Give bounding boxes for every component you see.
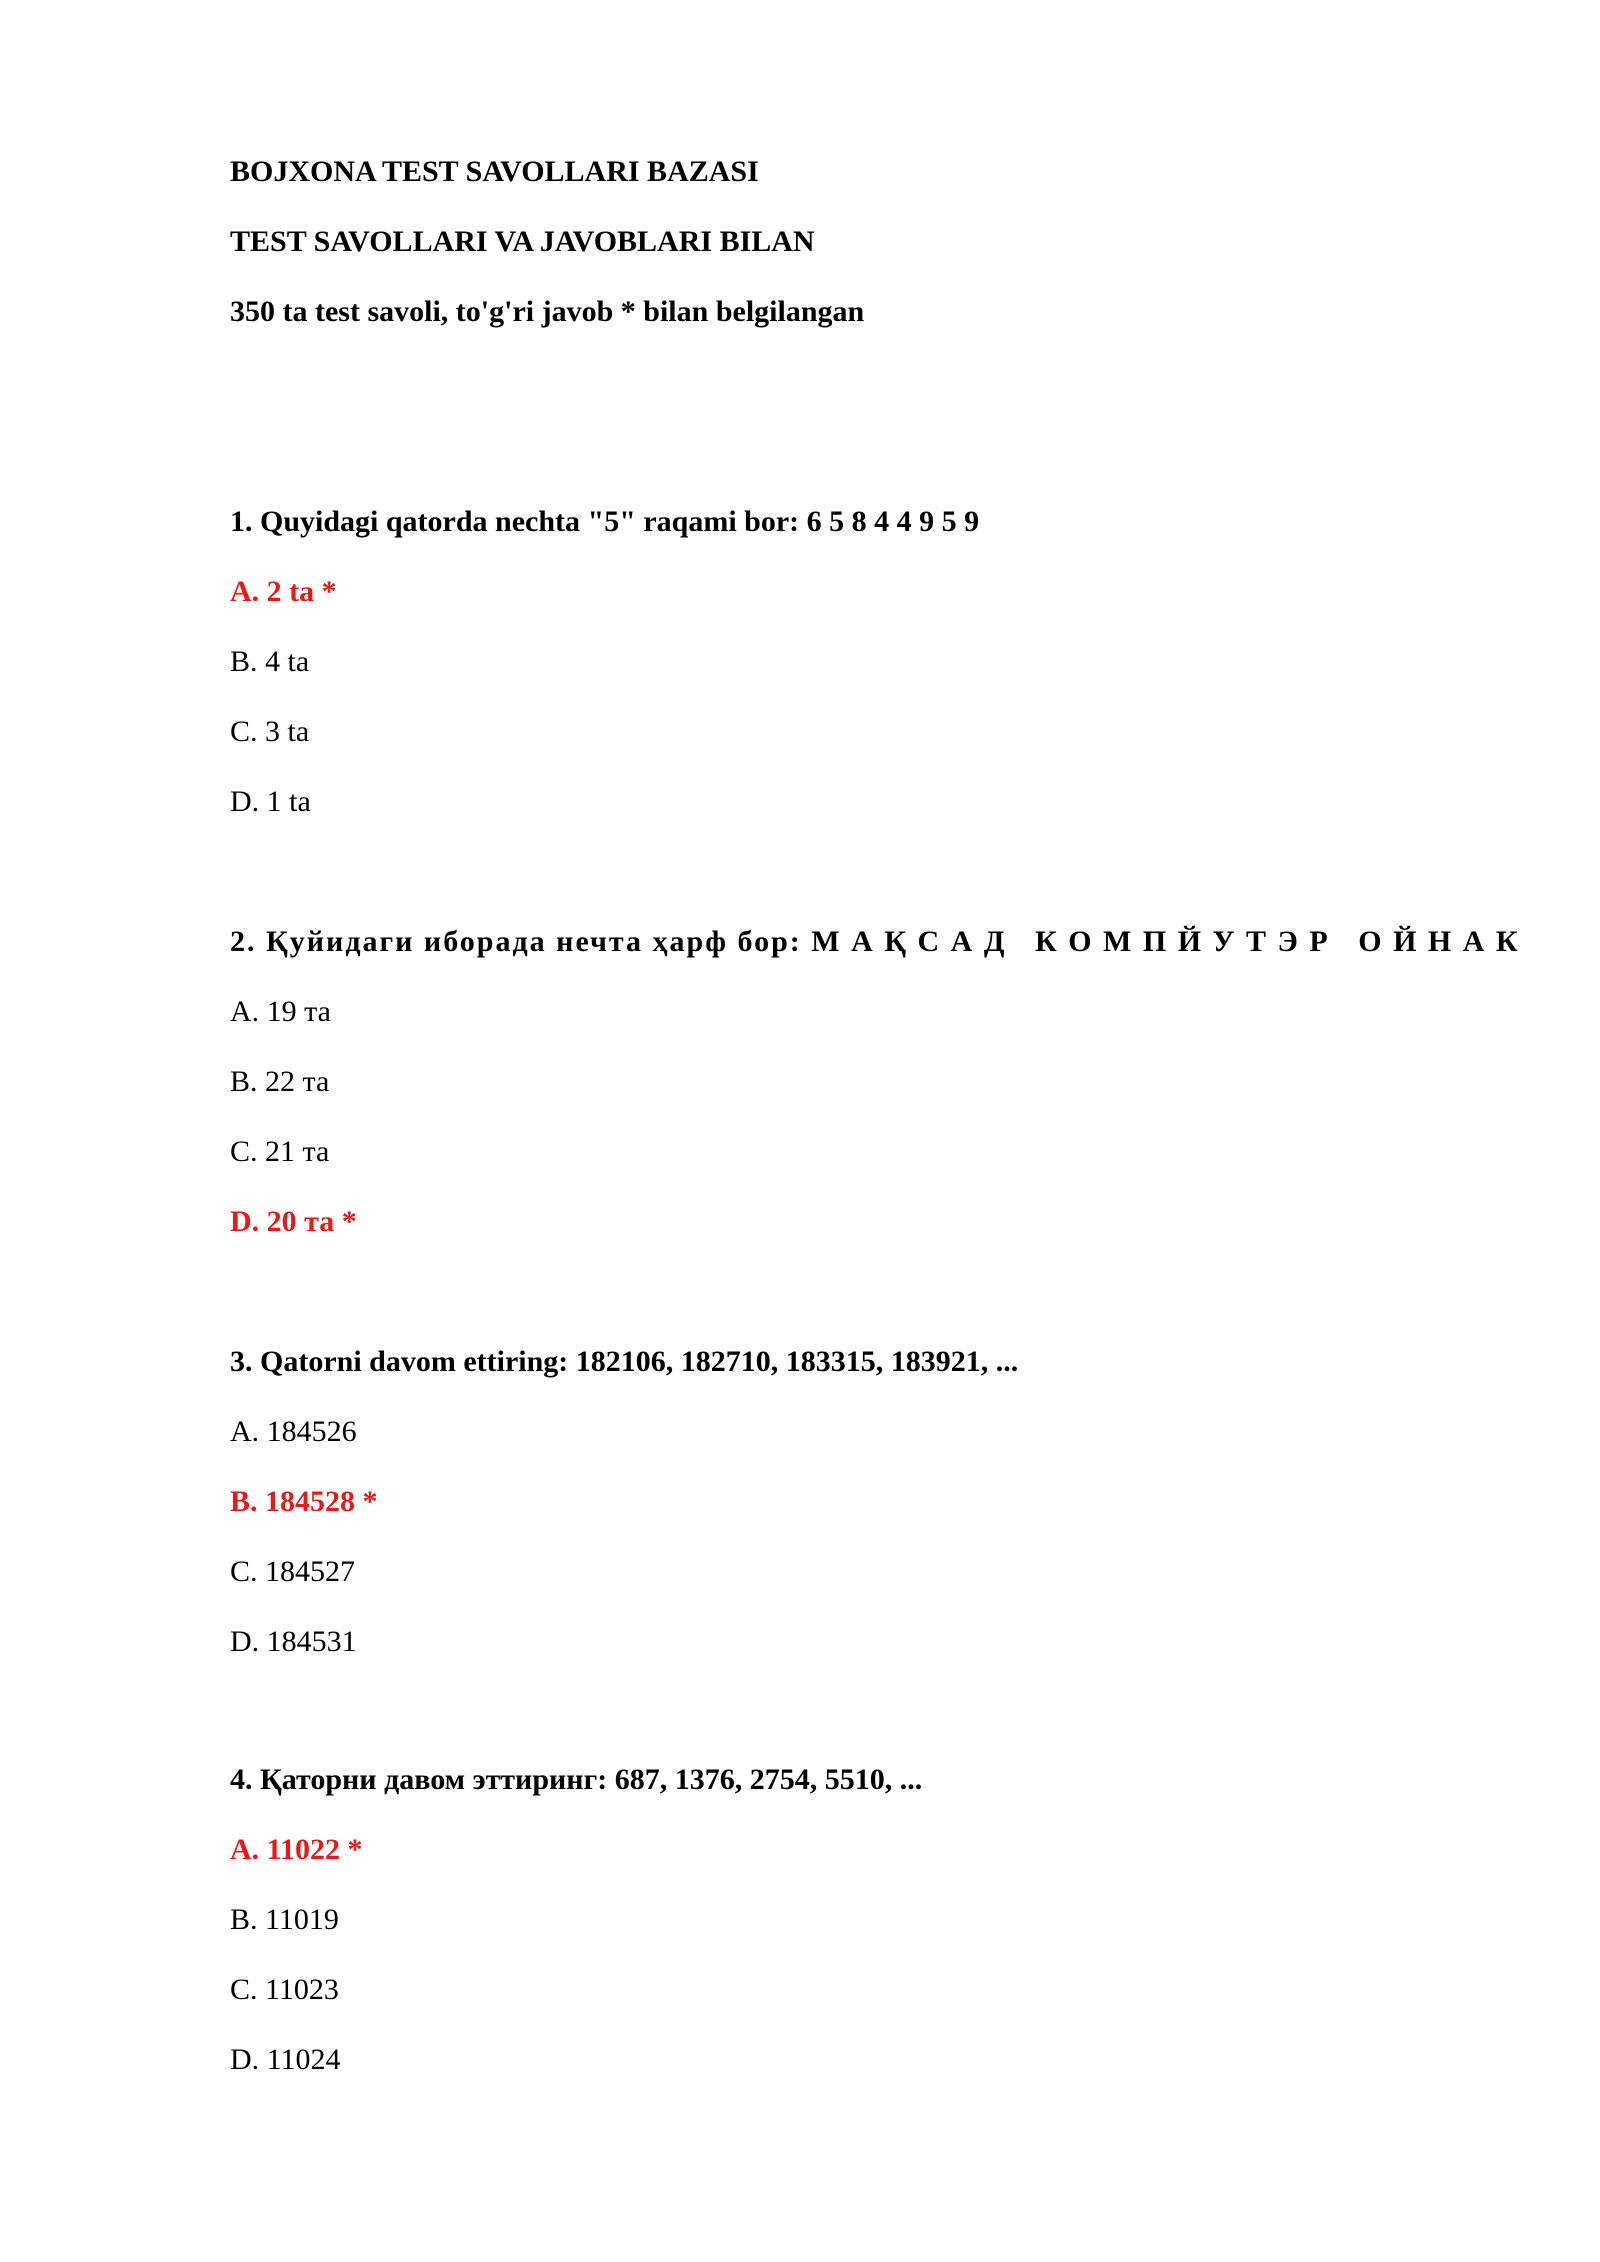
option-d: D. 20 та * (230, 1205, 357, 1238)
option-b: B. 11019 (230, 1903, 339, 1936)
option-b: B. 4 ta (230, 645, 310, 678)
option-c: C. 21 та (230, 1135, 330, 1168)
question-4 (230, 1760, 1570, 2110)
option-c: C. 11023 (230, 1973, 339, 2006)
question-text: 4. Қаторни давом эттиринг: 687, 1376, 2754, 5510, ... (230, 1763, 923, 1796)
option-d: D. 184531 (230, 1625, 357, 1658)
question-text: 1. Quyidagi qatorda nechta "5" raqami bor: 6 5 8 4 4 9 5 9 (230, 505, 980, 538)
question-2 (230, 922, 1570, 1272)
option-a: A. 2 ta * (230, 575, 337, 608)
option-a: A. 11022 * (230, 1833, 363, 1866)
question-3 (230, 1342, 1570, 1692)
document-title: BOJXONA TEST SAVOLLARI BAZASI (230, 155, 759, 188)
question-text: 2. Қуйидаги иборада нечта ҳарф бор: М А Қ С А Д К О М П Й У Т Э Р О Й Н А К (230, 925, 1520, 958)
option-b: B. 22 та (230, 1065, 330, 1098)
option-b: B. 184528 * (230, 1485, 378, 1518)
document-subtitle: TEST SAVOLLARI VA JAVOBLARI BILAN (230, 225, 815, 258)
option-a: A. 19 та (230, 995, 331, 1028)
option-c: C. 184527 (230, 1555, 356, 1588)
question-1 (230, 502, 1570, 852)
option-d: D. 1 ta (230, 785, 311, 818)
option-d: D. 11024 (230, 2043, 341, 2076)
option-c: C. 3 ta (230, 715, 310, 748)
document-note: 350 ta test savoli, to'g'ri javob * bilan belgilangan (230, 295, 865, 328)
question-text: 3. Qatorni davom ettiring: 182106, 182710, 183315, 183921, ... (230, 1345, 1019, 1378)
option-a: A. 184526 (230, 1415, 357, 1448)
